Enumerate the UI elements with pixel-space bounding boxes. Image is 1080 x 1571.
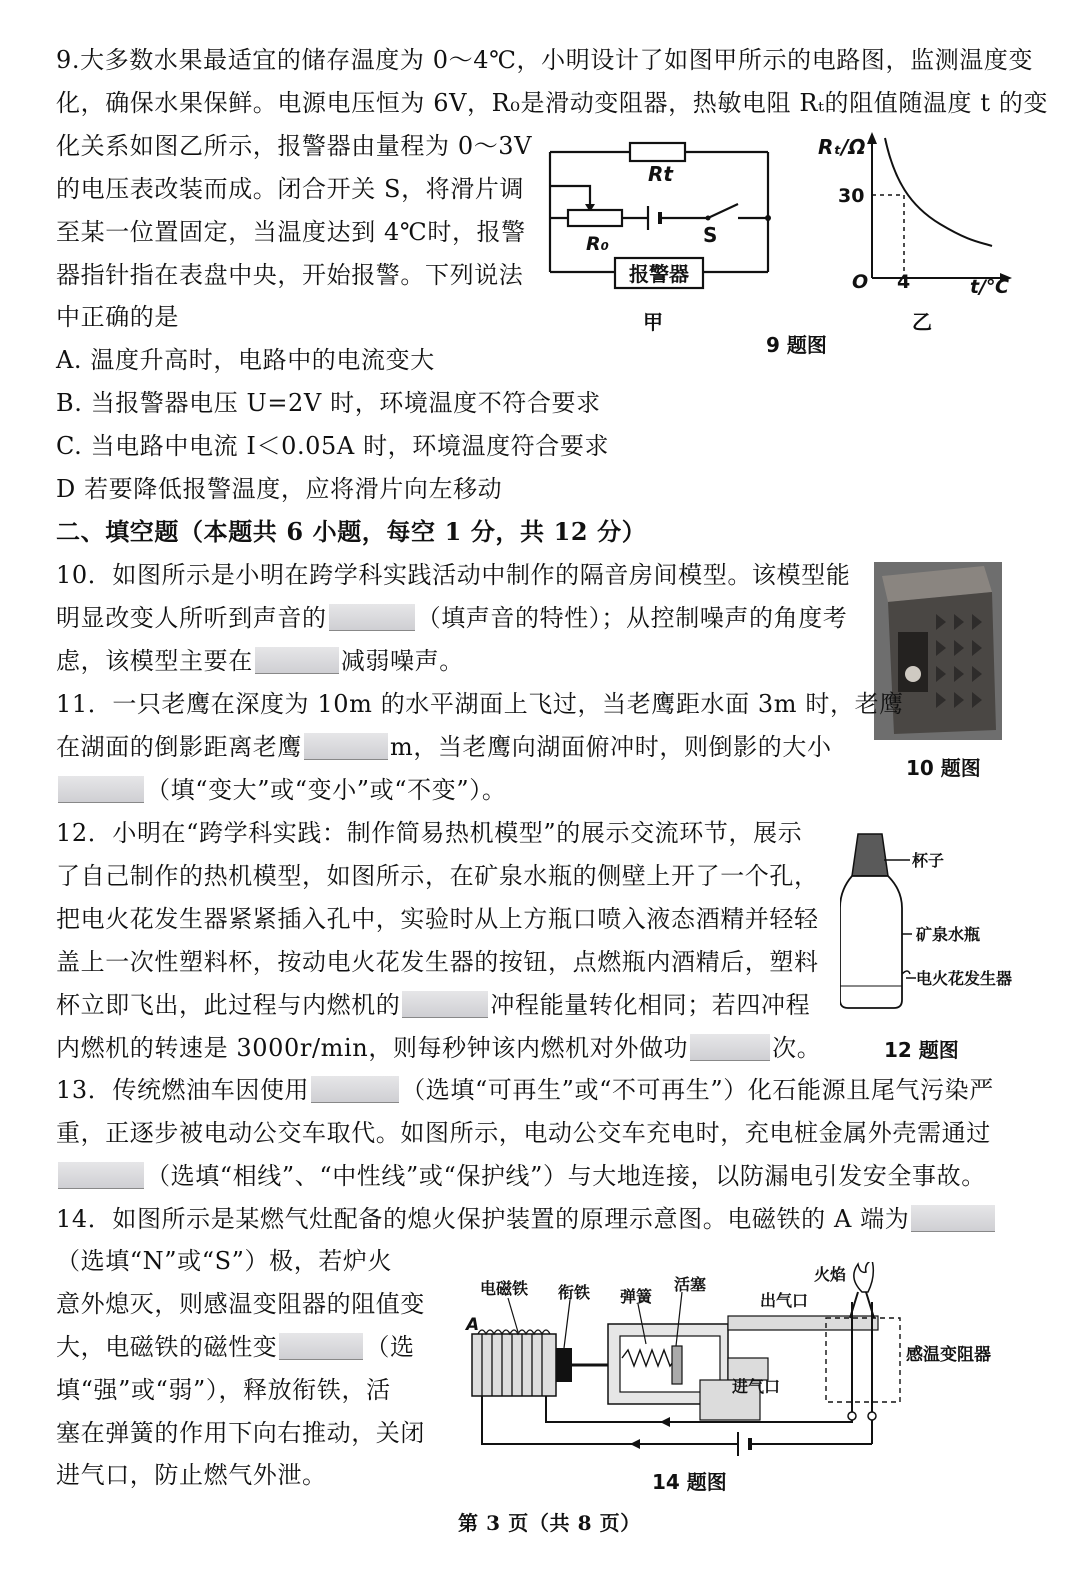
q14-line-1	[56, 1204, 997, 1234]
q12-text-5b: 冲程能量转化相同；若四冲程	[490, 991, 811, 1019]
igniter-label: 电火花发生器	[916, 969, 1013, 988]
alarm-label: 报警器	[629, 262, 689, 286]
page-footer: 第 3 页（共 8 页）	[458, 1511, 641, 1535]
flame-icon	[854, 1262, 874, 1292]
q12-text-6b: 次。	[772, 1034, 822, 1062]
q11-line-1: 11．一只老鹰在深度为 10m 的水平湖面上飞过，当老鹰距水面 3m 时，老鹰	[56, 690, 904, 718]
q13-text-1a: 13．传统燃油车因使用	[56, 1076, 310, 1104]
q9-fig-yi-caption: 乙	[912, 310, 932, 334]
q9-line-2: 化，确保水果保鲜。电源电压恒为 6V，R₀是滑动变阻器，热敏电阻 Rₜ的阻值随温度 t 的变	[56, 89, 1049, 117]
q10-text-2b: （填声音的特性）；从控制噪声的角度考	[416, 604, 848, 632]
q9-option-c: C. 当电路中电流 I＜0.05A 时，环境温度符合要求	[56, 432, 610, 460]
sensor-label: 感温变阻器	[906, 1345, 991, 1365]
q14-text-1: 14．如图所示是某燃气灶配备的熄火保护装置的原理示意图。电磁铁的 A 端为	[56, 1205, 910, 1233]
spring-label: 弹簧	[620, 1287, 653, 1306]
q12-line-4: 盖上一次性塑料杯，按动电火花发生器的按钮，点燃瓶内酒精后，塑料	[56, 948, 819, 976]
q9-option-a: A. 温度升高时，电路中的电流变大	[56, 346, 435, 374]
piston-label: 活塞	[674, 1275, 707, 1294]
q14-line-6: 塞在弹簧的作用下向右推动，关闭	[56, 1419, 425, 1447]
q12-figure-caption: 12 题图	[884, 1038, 959, 1062]
graph-x-label: t/℃	[970, 276, 1010, 298]
q14-line-7: 进气口，防止燃气外泄。	[56, 1461, 327, 1489]
q13-line-1	[56, 1075, 994, 1105]
q10-text-3a: 虑，该模型主要在	[56, 647, 253, 675]
q11-blank-2	[58, 776, 144, 803]
r0-rheostat	[568, 210, 622, 226]
q12-bottle-figure	[840, 828, 1040, 1014]
cup-label: 杯子	[912, 851, 945, 870]
piston-shape	[672, 1346, 682, 1384]
rt-resistor	[630, 143, 685, 161]
bottle-label: 矿泉水瓶	[916, 925, 981, 944]
q12-line-5	[56, 990, 810, 1020]
q14-device-figure	[460, 1262, 1020, 1492]
inlet-label: 进气口	[732, 1377, 781, 1396]
q10-text-3b: 减弱噪声。	[340, 647, 464, 675]
q11-blank-1	[304, 733, 388, 760]
q10-blank-2	[255, 647, 339, 674]
q13-line-3	[56, 1161, 986, 1191]
q10-blank-1	[329, 604, 415, 631]
q11-line-3	[56, 775, 506, 805]
electromagnet-shape	[472, 1334, 556, 1396]
q12-text-6a: 内燃机的转速是 3000r/min，则每秒钟该内燃机对外做功	[56, 1034, 689, 1062]
switch-label: S	[703, 223, 718, 247]
q12-line-6	[56, 1033, 821, 1063]
graph-y-tick: 30	[838, 185, 865, 207]
q9-figure-caption: 9 题图	[766, 333, 827, 357]
r0-label: R₀	[586, 233, 609, 255]
q9-line-7: 中正确的是	[56, 303, 179, 331]
q9-rt-graph	[810, 128, 1020, 303]
cup-shape	[852, 834, 888, 876]
q11-text-2a: 在湖面的倒影距离老鹰	[56, 733, 302, 761]
q12-line-3: 把电火花发生器紧紧插入孔中，实验时从上方瓶口喷入液态酒精并轻轻	[56, 905, 819, 933]
q9-line-4: 的电压表改装而成。闭合开关 S，将滑片调	[56, 175, 525, 203]
bottle-shape	[840, 876, 902, 1008]
q10-figure-caption: 10 题图	[906, 756, 981, 780]
q11-text-2b: m，当老鹰向湖面俯冲时，则倒影的大小	[390, 733, 832, 761]
armature-shape	[556, 1348, 572, 1382]
graph-x-tick: 4	[897, 271, 911, 293]
q13-text-1b: （选填“可再生”或“不可再生”）化石能源且尾气污染严	[401, 1076, 994, 1104]
q9-circuit-figure	[540, 130, 780, 300]
q14-line-2: （选填“N”或“S”）极，若炉火	[56, 1247, 393, 1275]
graph-y-label: Rₜ/Ω	[818, 135, 866, 159]
q10-line-3	[56, 646, 464, 676]
rt-label: Rt	[648, 162, 673, 186]
q14-blank-2	[279, 1333, 363, 1360]
flame-label: 火焰	[814, 1265, 847, 1284]
q12-line-2: 了自己制作的热机模型，如图所示，在矿泉水瓶的侧壁上开了一个孔，	[56, 862, 819, 890]
q14-text-4b: （选	[365, 1333, 415, 1361]
electromagnet-label: 电磁铁	[480, 1279, 529, 1298]
q9-line-6: 器指针指在表盘中央，开始报警。下列说法	[56, 261, 524, 289]
end-a-label: A	[466, 1315, 480, 1335]
outlet-label: 出气口	[760, 1291, 809, 1310]
q13-line-2: 重，正逐步被电动公交车取代。如图所示，电动公交车充电时，充电桩金属外壳需通过	[56, 1119, 991, 1147]
q9-option-d: D 若要降低报警温度，应将滑片向左移动	[56, 475, 503, 503]
q14-line-4	[56, 1332, 415, 1362]
graph-origin: O	[852, 271, 869, 293]
q11-line-2	[56, 732, 832, 762]
q10-text-2a: 明显改变人所听到声音的	[56, 604, 327, 632]
q14-line-5: 填“强”或“弱”），释放衔铁，活	[56, 1376, 391, 1404]
q10-line-2	[56, 603, 847, 633]
q14-line-3: 意外熄灭，则感温变阻器的阻值变	[56, 1290, 425, 1318]
q13-blank-2	[58, 1162, 144, 1189]
q13-text-3b: （选填“相线”、“中性线”或“保护线”）与大地连接，以防漏电引发安全事故。	[146, 1162, 986, 1190]
armature-label: 衔铁	[558, 1283, 591, 1302]
q9-fig-jia-caption: 甲	[643, 310, 663, 334]
q9-line-1: 9.大多数水果最适宜的储存温度为 0～4℃，小明设计了如图甲所示的电路图，监测温度变	[56, 46, 1034, 74]
q12-text-5a: 杯立即飞出，此过程与内燃机的	[56, 991, 401, 1019]
q14-text-4a: 大，电磁铁的磁性变	[56, 1333, 278, 1361]
q12-line-1: 12．小明在“跨学科实践：制作简易热机模型”的展示交流环节，展示	[56, 819, 803, 847]
q14-blank-1	[911, 1205, 995, 1232]
q9-line-3: 化关系如图乙所示，报警器由量程为 0～3V	[56, 132, 533, 160]
q12-blank-2	[690, 1034, 770, 1061]
q14-figure-caption: 14 题图	[652, 1470, 727, 1494]
q10-line-1: 10．如图所示是小明在跨学科实践活动中制作的隔音房间模型。该模型能	[56, 561, 851, 589]
q11-text-3b: （填“变大”或“变小”或“不变”）。	[146, 776, 507, 804]
q12-blank-1	[402, 991, 488, 1018]
q9-line-5: 至某一位置固定，当温度达到 4℃时，报警	[56, 218, 526, 246]
q9-option-b: B. 当报警器电压 U=2V 时，环境温度不符合要求	[56, 389, 601, 417]
section-2-heading: 二、填空题（本题共 6 小题，每空 1 分，共 12 分）	[56, 517, 647, 546]
q13-blank-1	[311, 1076, 399, 1103]
